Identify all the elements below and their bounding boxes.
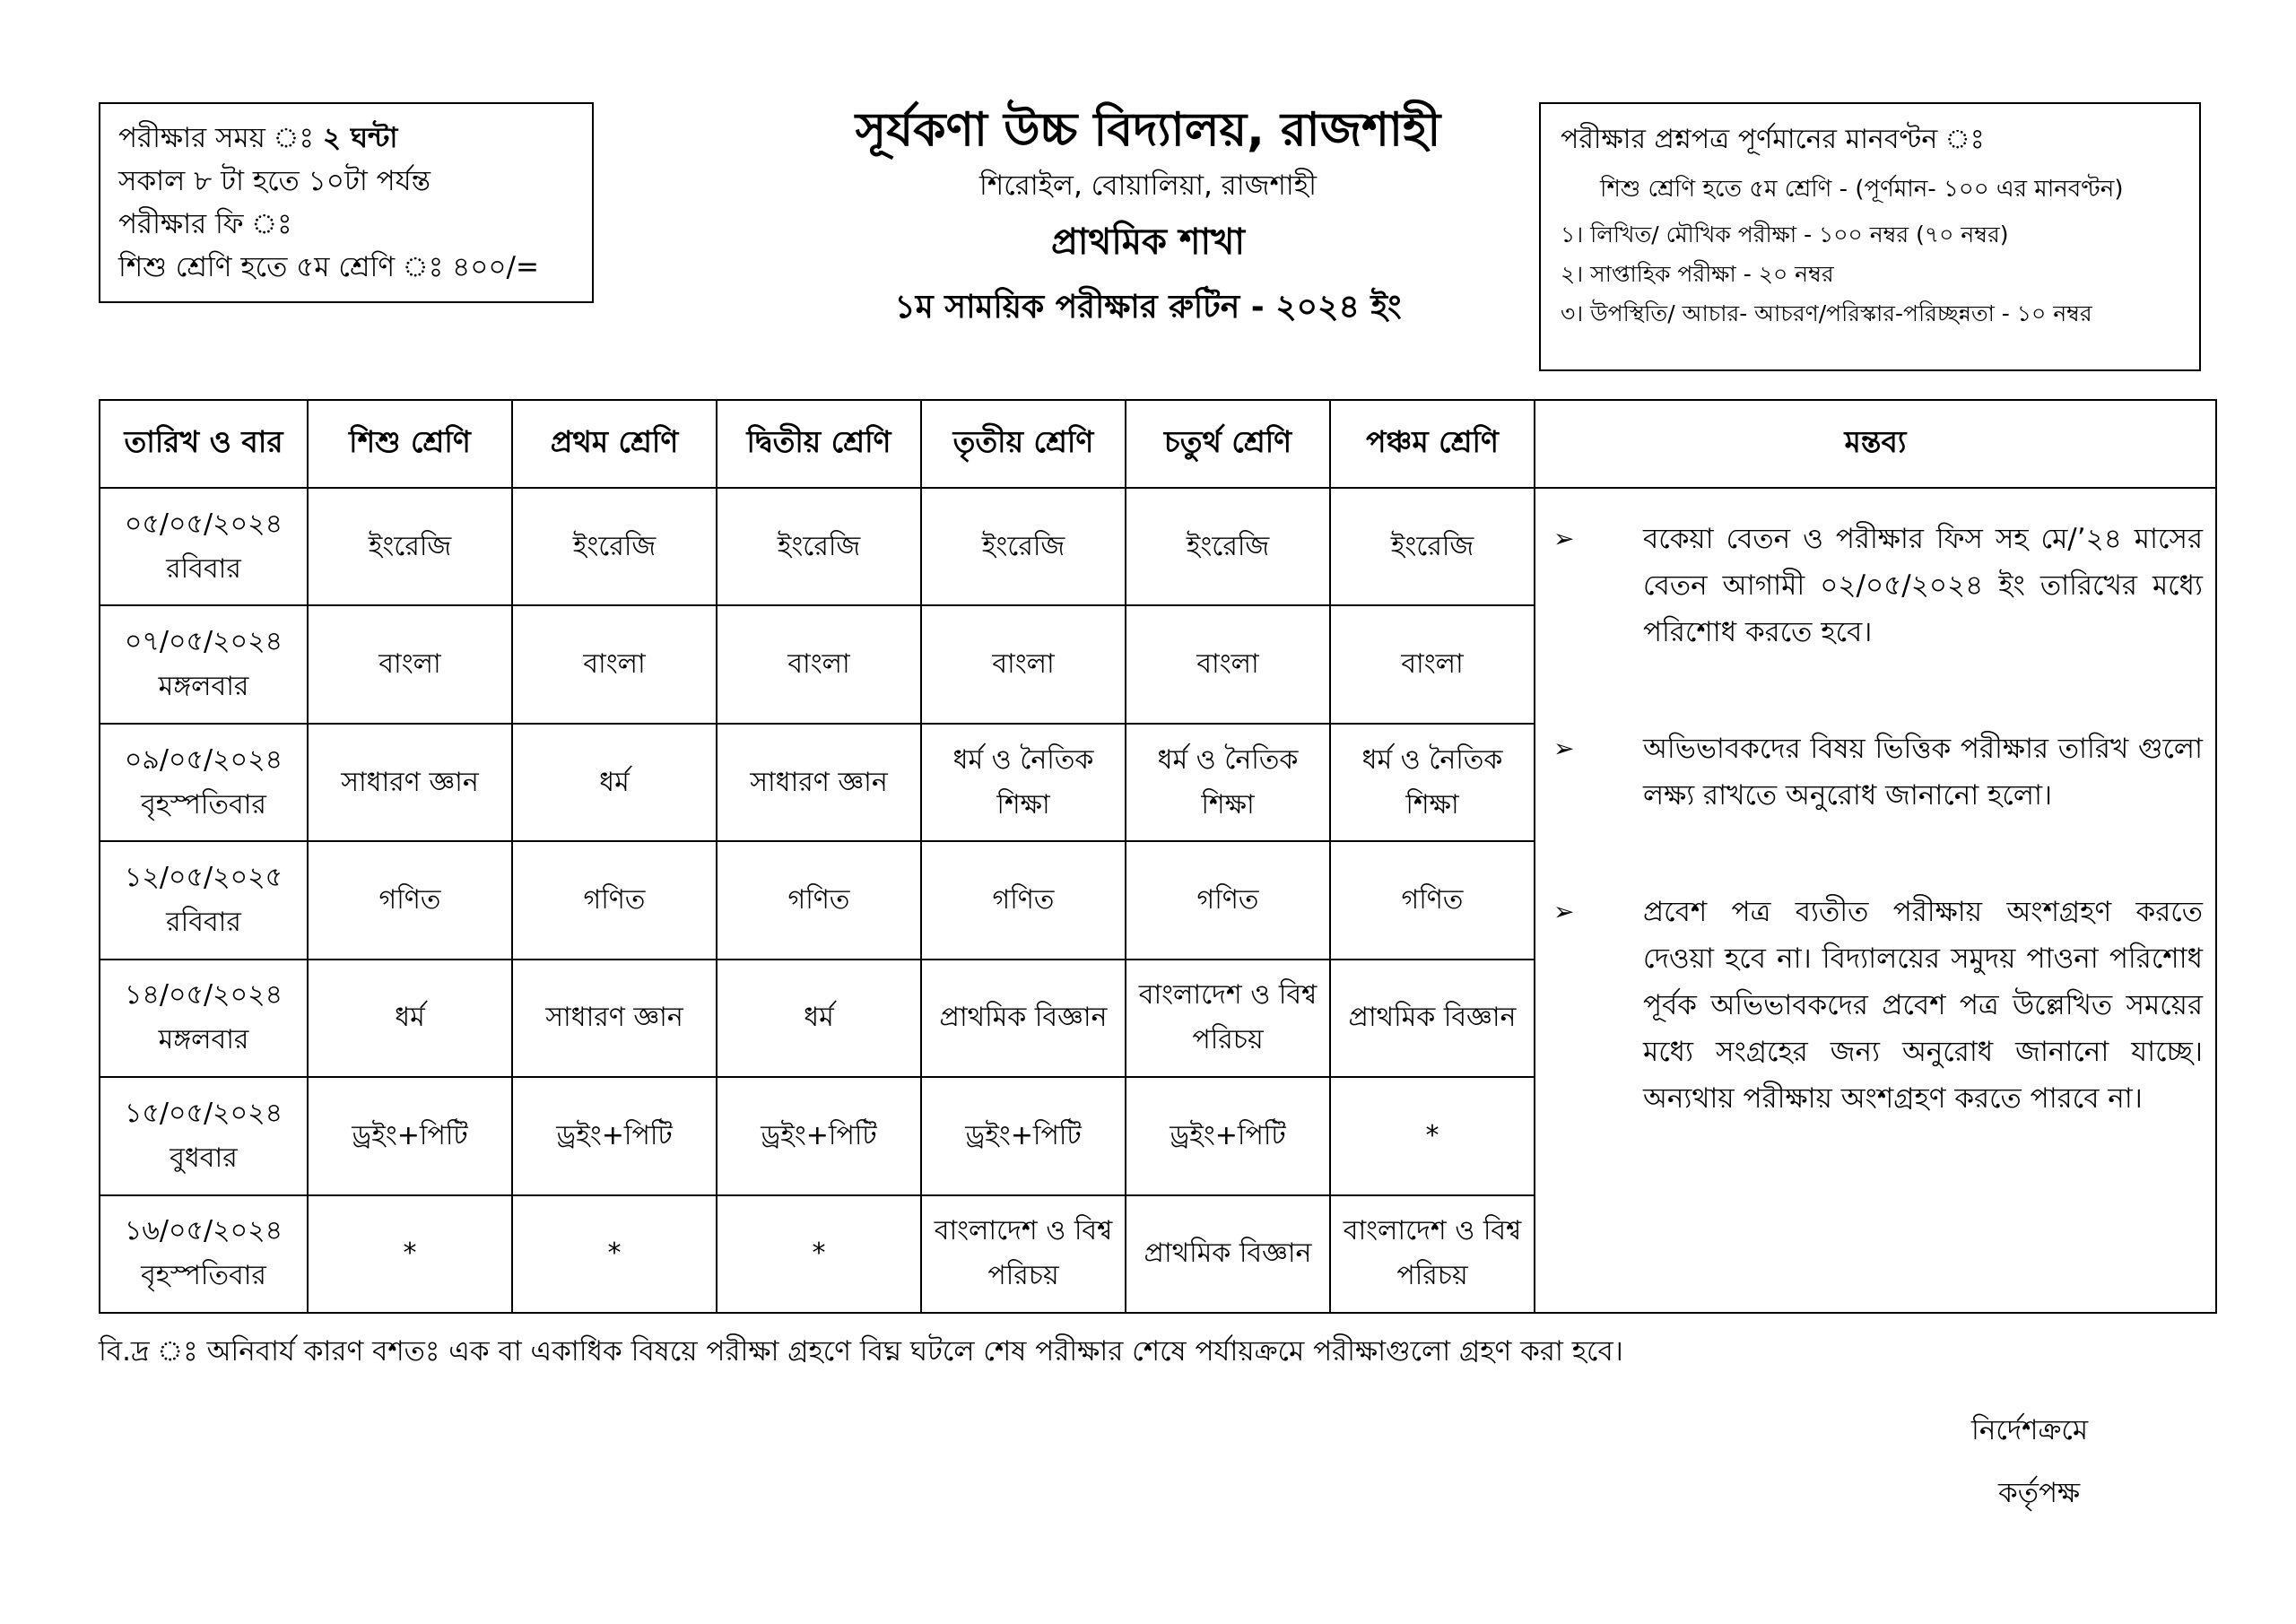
date-value: ১৫/০৫/২০২৪ (124, 1097, 283, 1129)
date-cell (100, 605, 308, 723)
school-address: শিরোইল, বোয়ালিয়া, রাজশাহী (979, 169, 1317, 202)
table-header-row (100, 400, 2216, 488)
subject-cell: বাংলা (1330, 605, 1535, 723)
subject-cell: ধর্ম ও নৈতিক শিক্ষা (1330, 724, 1535, 841)
subject-cell: ড্রইং+পিটি (512, 1077, 717, 1194)
subject-cell: ইংরেজি (1126, 488, 1330, 605)
subject-cell: বাংলা (921, 605, 1126, 723)
marks-item: ৩। উপস্থিতি/ আচার- আচরণ/পরিস্কার-পরিচ্ছন্নতা - ১০ নম্বর (1561, 300, 2092, 326)
remark-item (1553, 516, 2203, 656)
day-value: রবিবার (166, 906, 241, 938)
subject-cell: ড্রইং+পিটি (717, 1077, 921, 1194)
subject-cell: ধর্ম (308, 960, 512, 1077)
exam-fee-label: পরীক্ষার ফি ঃ (118, 208, 292, 240)
marks-item: ১। লিখিত/ মৌখিক পরীক্ষা - ১০০ নম্বর (৭০ নম্বর) (1561, 221, 2009, 248)
header-class-fourth: চতুর্থ শ্রেণি (1126, 400, 1330, 488)
school-name: সূর্যকণা উচ্চ বিদ্যালয়, রাজশাহী (855, 103, 1441, 157)
subject-cell: ইংরেজি (717, 488, 921, 605)
subject-cell: বাংলাদেশ ও বিশ্ব পরিচয় (921, 1195, 1126, 1313)
date-cell (100, 1195, 308, 1313)
exam-time: সকাল ৮ টা হতে ১০টা পর্যন্ত (118, 165, 430, 197)
subject-cell: ধর্ম (512, 724, 717, 841)
date-value: ০৯/০৫/২০২৪ (124, 743, 283, 776)
subject-cell: গণিত (921, 841, 1126, 959)
date-cell (100, 841, 308, 959)
marks-heading: পরীক্ষার প্রশ্নপত্র পূর্ণমানের মানবণ্টন ঃ (1561, 124, 1985, 155)
arrow-bullet-icon: ➢ (1553, 897, 1575, 926)
arrow-bullet-icon: ➢ (1553, 734, 1575, 763)
table-row (100, 488, 2216, 605)
remarks-cell (1535, 488, 2216, 1313)
subject-cell: বাংলা (717, 605, 921, 723)
exam-duration (118, 117, 574, 160)
marks-distribution-box (1539, 102, 2201, 371)
subject-cell: বাংলাদেশ ও বিশ্ব পরিচয় (1330, 1195, 1535, 1313)
day-value: মঙ্গলবার (158, 671, 249, 703)
subject-cell: * (512, 1195, 717, 1313)
marks-subheading: শিশু শ্রেণি হতে ৫ম শ্রেণি - (পূর্ণমান- ১০০ এর মানবণ্টন) (1600, 176, 2124, 203)
header-class-third: তৃতীয় শ্রেণি (921, 400, 1126, 488)
date-value: ১৬/০৫/২০২৪ (124, 1215, 283, 1247)
subject-cell: ধর্ম ও নৈতিক শিক্ষা (1126, 724, 1330, 841)
subject-cell: * (1330, 1077, 1535, 1194)
subject-cell: প্রাথমিক বিজ্ঞান (921, 960, 1126, 1077)
date-value: ১২/০৫/২০২৫ (124, 861, 283, 893)
subject-cell: ধর্ম (717, 960, 921, 1077)
subject-cell: প্রাথমিক বিজ্ঞান (1126, 1195, 1330, 1313)
subject-cell: ইংরেজি (1330, 488, 1535, 605)
exam-duration-value: ২ ঘন্টা (322, 122, 398, 154)
signature-authority: কর্তৃপক্ষ (1998, 1477, 2081, 1509)
subject-cell: ড্রইং+পিটি (308, 1077, 512, 1194)
subject-cell: ড্রইং+পিটি (921, 1077, 1126, 1194)
subject-cell: সাধারণ জ্ঞান (717, 724, 921, 841)
marks-item: ২। সাপ্তাহিক পরীক্ষা - ২০ নম্বর (1561, 261, 1834, 287)
subject-cell: বাংলাদেশ ও বিশ্ব পরিচয় (1126, 960, 1330, 1077)
exam-routine-title: ১ম সাময়িক পরীক্ষার রুটিন - ২০২৪ ইং (894, 289, 1402, 326)
exam-duration-label: পরীক্ষার সময় ঃ (118, 122, 323, 154)
subject-cell: গণিত (308, 841, 512, 959)
subject-cell: গণিত (512, 841, 717, 959)
date-value: ০৭/০৫/২০২৪ (124, 626, 283, 658)
day-value: বৃহস্পতিবার (141, 788, 266, 821)
subject-cell: বাংলা (308, 605, 512, 723)
header-class-shishu: শিশু শ্রেণি (308, 400, 512, 488)
subject-cell: ধর্ম ও নৈতিক শিক্ষা (921, 724, 1126, 841)
date-cell (100, 488, 308, 605)
date-value: ০৫/০৫/২০২৪ (124, 508, 283, 540)
arrow-bullet-icon: ➢ (1553, 524, 1575, 553)
subject-cell: ইংরেজি (921, 488, 1126, 605)
subject-cell: * (308, 1195, 512, 1313)
day-value: বুধবার (170, 1142, 238, 1174)
subject-cell: গণিত (1330, 841, 1535, 959)
header-date-day: তারিখ ও বার (100, 400, 308, 488)
footnote: বি.দ্র ঃ অনিবার্য কারণ বশতঃ এক বা একাধিক বিষয়ে পরীক্ষা গ্রহণে বিঘ্ন ঘটলে শেষ পরীক্ষার শেষে পর্যায়ক্রমে পরীক্ষাগুলো গ্রহণ করা হবে। (99, 1335, 1623, 1368)
header-class-fifth: পঞ্চম শ্রেণি (1330, 400, 1535, 488)
remark-item (1553, 889, 2203, 1122)
subject-cell: সাধারণ জ্ঞান (512, 960, 717, 1077)
subject-cell: গণিত (1126, 841, 1330, 959)
day-value: বৃহস্পতিবার (141, 1260, 266, 1292)
remark-text: প্রবেশ পত্র ব্যতীত পরীক্ষায় অংশগ্রহণ করতে দেওয়া হবে না। বিদ্যালয়ের সমুদয় পাওনা পরিশোধ পূর্বক অভিভাবকদের প্রবেশ পত্র উল্লেখিত সময়ের মধ্যে সংগ্রহের জন্য অনুরোধ জানানো যাচ্ছে। অন্যথায় পরীক্ষায় অংশগ্রহণ করতে পারবে না। (1643, 896, 2203, 1115)
signature-by-order: নির্দেশক্রমে (1971, 1414, 2089, 1446)
subject-cell: ড্রইং+পিটি (1126, 1077, 1330, 1194)
remark-item (1553, 725, 2203, 819)
date-cell (100, 1077, 308, 1194)
page-header (682, 97, 1614, 339)
date-value: ১৪/০৫/২০২৪ (124, 979, 283, 1012)
subject-cell: ইংরেজি (512, 488, 717, 605)
exam-fee-detail: শিশু শ্রেণি হতে ৫ম শ্রেণি ঃ ৪০০/= (118, 251, 539, 283)
day-value: মঙ্গলবার (158, 1024, 249, 1056)
subject-cell: * (717, 1195, 921, 1313)
remark-text: বকেয়া বেতন ও পরীক্ষার ফিস সহ মে/’২৪ মাসের বেতন আগামী ০২/০৫/২০২৪ ইং তারিখের মধ্যে পরিশোধ করতে হবে। (1643, 523, 2203, 648)
subject-cell: বাংলা (1126, 605, 1330, 723)
branch-title: প্রাথমিক শাখা (1050, 221, 1246, 263)
day-value: রবিবার (166, 552, 241, 585)
subject-cell: সাধারণ জ্ঞান (308, 724, 512, 841)
subject-cell: ইংরেজি (308, 488, 512, 605)
subject-cell: গণিত (717, 841, 921, 959)
header-class-second: দ্বিতীয় শ্রেণি (717, 400, 921, 488)
subject-cell: প্রাথমিক বিজ্ঞান (1330, 960, 1535, 1077)
routine-table (99, 399, 2217, 1314)
remark-text: অভিভাবকদের বিষয় ভিত্তিক পরীক্ষার তারিখ গুলো লক্ষ্য রাখতে অনুরোধ জানানো হলো। (1643, 733, 2203, 812)
date-cell (100, 960, 308, 1077)
date-cell (100, 724, 308, 841)
exam-info-box (99, 102, 594, 303)
header-remarks: মন্তব্য (1535, 400, 2216, 488)
header-class-first: প্রথম শ্রেণি (512, 400, 717, 488)
subject-cell: বাংলা (512, 605, 717, 723)
